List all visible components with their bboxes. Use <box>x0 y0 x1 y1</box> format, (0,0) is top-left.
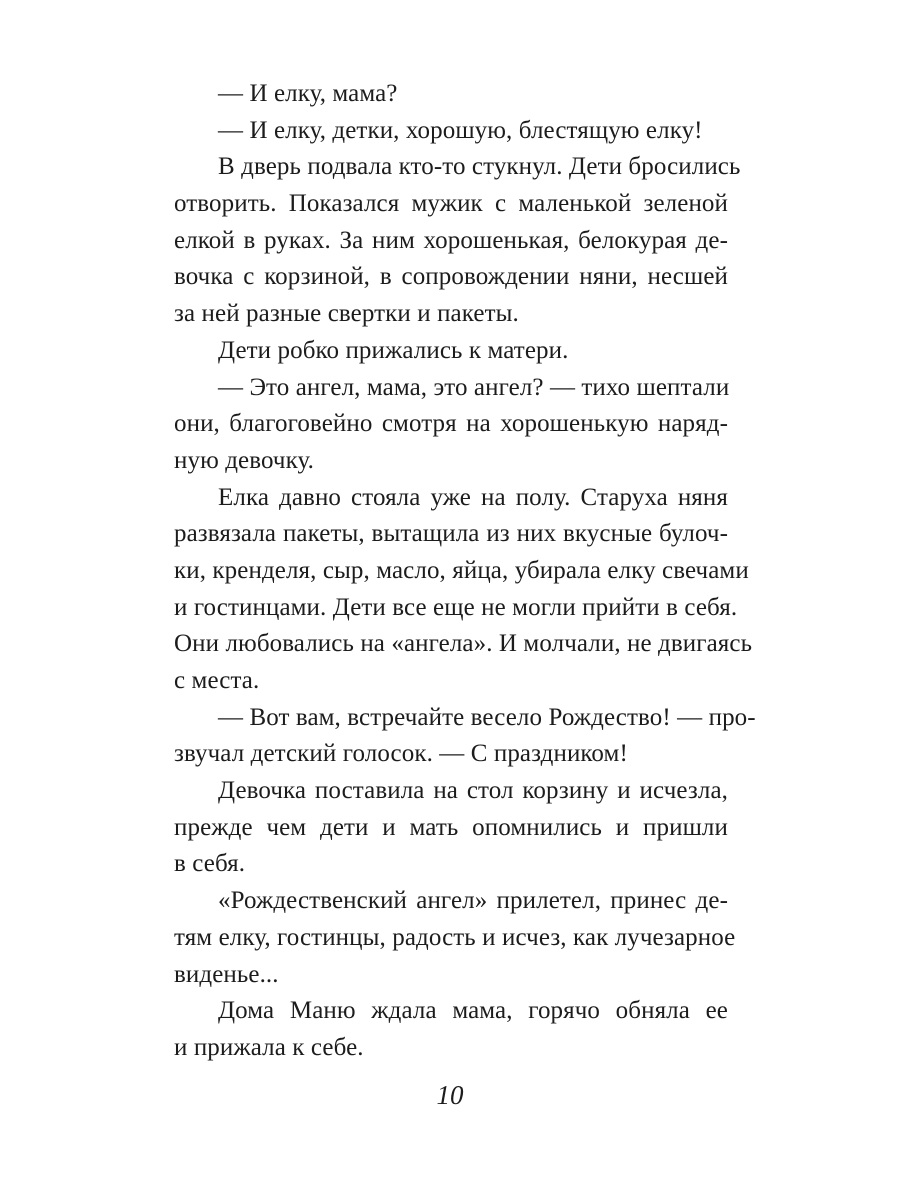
paragraph <box>174 333 728 370</box>
text-line: Девочка поставила на стол корзину и исчезла, <box>218 777 728 805</box>
paragraph <box>174 480 753 700</box>
text-line: ную девочку. <box>174 446 314 474</box>
text-line: елкой в руках. За ним хорошенькая, белокурая де- <box>174 226 728 254</box>
text-line: с места. <box>174 667 260 694</box>
text-line: они, благоговейно смотря на хорошенькую наряд- <box>174 410 728 438</box>
text-line: прежде чем дети и мать опомнились и пришли <box>174 813 728 841</box>
text-line: — И елку, детки, хорошую, блестящую елку! <box>218 116 703 144</box>
text-line: тям елку, гостинцы, радость и исчез, как лучезарное <box>174 923 736 951</box>
page-number: 10 <box>436 1080 464 1110</box>
text-line: Они любовались на «ангела». И молчали, не двигаясь <box>174 630 753 658</box>
text-line: за ней разные свертки и пакеты. <box>174 300 519 328</box>
paragraph <box>174 76 728 113</box>
text-line: отворить. Показался мужик с маленькой зеленой <box>174 190 728 218</box>
text-line: виденье... <box>174 960 279 988</box>
paragraph <box>174 149 741 332</box>
text-line: В дверь подвала кто-то стукнул. Дети бросились <box>218 153 741 181</box>
text-line: и гостинцами. Дети все еще не могли прийти в себя. <box>174 593 738 621</box>
text-line: и прижала к себе. <box>174 1033 364 1061</box>
paragraph <box>174 993 728 1066</box>
text-line: ки, кренделя, сыр, масло, яйца, убирала елку свечами <box>174 556 749 584</box>
text-line: развязала пакеты, вытащила из них вкусные булоч- <box>174 520 728 548</box>
text-line: — И елку, мама? <box>218 80 398 107</box>
paragraph <box>174 773 728 883</box>
body-text <box>174 76 756 1067</box>
text-line: звучал детский голосок. — С праздником! <box>174 740 628 768</box>
text-line: Дома Маню ждала мама, горячо обняла ее <box>218 997 728 1025</box>
text-line: в себя. <box>174 850 246 878</box>
text-line: вочка с корзиной, в сопровождении няни, несшей <box>174 263 728 291</box>
paragraph <box>174 113 728 150</box>
text-line: «Рождественский ангел» прилетел, принес де- <box>218 887 728 915</box>
paragraph <box>174 883 736 993</box>
text-line: — Это ангел, мама, это ангел? — тихо шептали <box>218 373 730 401</box>
text-line: — Вот вам, встречайте весело Рождество! — про- <box>218 703 756 731</box>
text-line: Елка давно стояла уже на полу. Старуха няня <box>218 483 728 511</box>
paragraph <box>174 370 728 480</box>
paragraph <box>174 700 756 773</box>
text-line: Дети робко прижались к матери. <box>218 336 569 364</box>
